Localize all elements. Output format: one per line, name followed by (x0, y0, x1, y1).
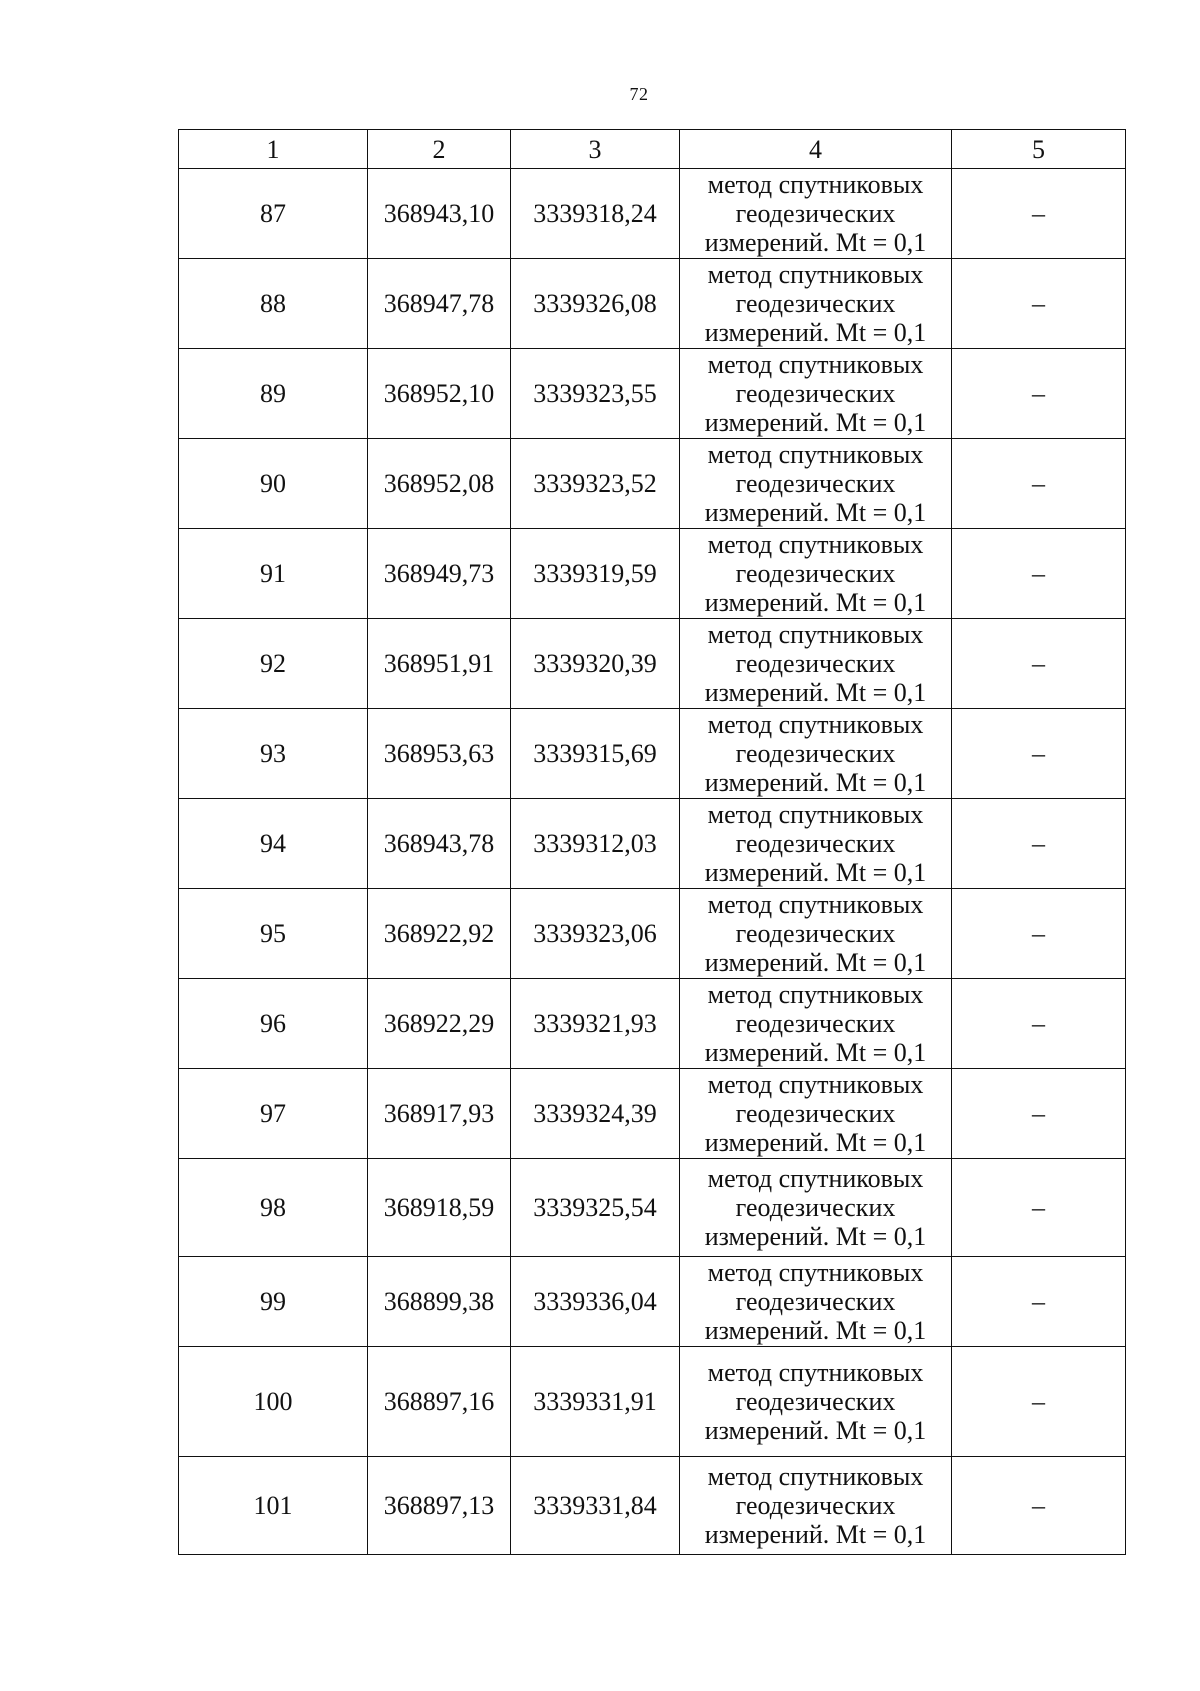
method-text: метод спутниковых геодезических измерений. Mt = 0,1 (704, 890, 927, 977)
point-number: 91 (179, 529, 368, 619)
point-number: 95 (179, 889, 368, 979)
note-cell: – (952, 259, 1126, 349)
x-coordinate: 368953,63 (368, 709, 511, 799)
method-text: метод спутниковых геодезических измерений. Mt = 0,1 (704, 1258, 927, 1345)
y-coordinate: 3339312,03 (511, 799, 680, 889)
method-text: метод спутниковых геодезических измерений. Mt = 0,1 (704, 350, 927, 437)
table-row (179, 1159, 1126, 1257)
x-coordinate: 368899,38 (368, 1257, 511, 1347)
y-coordinate: 3339331,91 (511, 1347, 680, 1457)
table-row (179, 1257, 1126, 1347)
measurement-method (680, 1457, 952, 1555)
x-coordinate: 368917,93 (368, 1069, 511, 1159)
measurement-method (680, 1347, 952, 1457)
point-number: 98 (179, 1159, 368, 1257)
table-row (179, 439, 1126, 529)
measurement-method (680, 1069, 952, 1159)
table-row (179, 259, 1126, 349)
method-text: метод спутниковых геодезических измерений. Mt = 0,1 (704, 1358, 927, 1445)
x-coordinate: 368922,92 (368, 889, 511, 979)
method-text: метод спутниковых геодезических измерений. Mt = 0,1 (704, 710, 927, 797)
table-row (179, 529, 1126, 619)
measurement-method (680, 799, 952, 889)
measurement-method (680, 1257, 952, 1347)
point-number: 101 (179, 1457, 368, 1555)
note-cell: – (952, 169, 1126, 259)
x-coordinate: 368951,91 (368, 619, 511, 709)
x-coordinate: 368922,29 (368, 979, 511, 1069)
y-coordinate: 3339336,04 (511, 1257, 680, 1347)
note-cell: – (952, 529, 1126, 619)
header-cell-4: 4 (680, 130, 952, 169)
table-row (179, 1347, 1126, 1457)
table-header-row (179, 130, 1126, 169)
table-row (179, 889, 1126, 979)
note-cell: – (952, 1159, 1126, 1257)
note-cell: – (952, 1347, 1126, 1457)
x-coordinate: 368949,73 (368, 529, 511, 619)
measurement-method (680, 169, 952, 259)
measurement-method (680, 439, 952, 529)
y-coordinate: 3339325,54 (511, 1159, 680, 1257)
note-cell: – (952, 1457, 1126, 1555)
y-coordinate: 3339326,08 (511, 259, 680, 349)
point-number: 94 (179, 799, 368, 889)
x-coordinate: 368952,10 (368, 349, 511, 439)
method-text: метод спутниковых геодезических измерений. Mt = 0,1 (704, 620, 927, 707)
page-number: 72 (629, 84, 649, 104)
x-coordinate: 368943,10 (368, 169, 511, 259)
note-cell: – (952, 1069, 1126, 1159)
y-coordinate: 3339320,39 (511, 619, 680, 709)
method-text: метод спутниковых геодезических измерений. Mt = 0,1 (704, 1164, 927, 1251)
y-coordinate: 3339318,24 (511, 169, 680, 259)
y-coordinate: 3339331,84 (511, 1457, 680, 1555)
point-number: 99 (179, 1257, 368, 1347)
x-coordinate: 368952,08 (368, 439, 511, 529)
x-coordinate: 368897,16 (368, 1347, 511, 1457)
x-coordinate: 368918,59 (368, 1159, 511, 1257)
method-text: метод спутниковых геодезических измерений. Mt = 0,1 (704, 170, 927, 257)
table-row (179, 1457, 1126, 1555)
method-text: метод спутниковых геодезических измерений. Mt = 0,1 (704, 530, 927, 617)
note-cell: – (952, 349, 1126, 439)
note-cell: – (952, 709, 1126, 799)
measurement-method (680, 259, 952, 349)
y-coordinate: 3339323,55 (511, 349, 680, 439)
y-coordinate: 3339324,39 (511, 1069, 680, 1159)
y-coordinate: 3339315,69 (511, 709, 680, 799)
table-row (179, 799, 1126, 889)
point-number: 90 (179, 439, 368, 529)
x-coordinate: 368943,78 (368, 799, 511, 889)
method-text: метод спутниковых геодезических измерений. Mt = 0,1 (704, 1070, 927, 1157)
measurement-method (680, 1159, 952, 1257)
point-number: 89 (179, 349, 368, 439)
note-cell: – (952, 889, 1126, 979)
measurement-method (680, 529, 952, 619)
measurement-method (680, 889, 952, 979)
note-cell: – (952, 979, 1126, 1069)
point-number: 96 (179, 979, 368, 1069)
x-coordinate: 368897,13 (368, 1457, 511, 1555)
point-number: 93 (179, 709, 368, 799)
measurement-method (680, 979, 952, 1069)
header-cell-1: 1 (179, 130, 368, 169)
point-number: 87 (179, 169, 368, 259)
table-row (179, 349, 1126, 439)
header-cell-2: 2 (368, 130, 511, 169)
measurement-method (680, 349, 952, 439)
table-row (179, 709, 1126, 799)
header-cell-5: 5 (952, 130, 1126, 169)
table-row (179, 169, 1126, 259)
table-row (179, 1069, 1126, 1159)
coordinates-table (178, 129, 1126, 1555)
method-text: метод спутниковых геодезических измерений. Mt = 0,1 (704, 260, 927, 347)
point-number: 88 (179, 259, 368, 349)
measurement-method (680, 619, 952, 709)
header-cell-3: 3 (511, 130, 680, 169)
table-row (179, 619, 1126, 709)
method-text: метод спутниковых геодезических измерений. Mt = 0,1 (704, 1462, 927, 1549)
note-cell: – (952, 619, 1126, 709)
y-coordinate: 3339323,52 (511, 439, 680, 529)
y-coordinate: 3339321,93 (511, 979, 680, 1069)
measurement-method (680, 709, 952, 799)
method-text: метод спутниковых геодезических измерений. Mt = 0,1 (704, 980, 927, 1067)
table-row (179, 979, 1126, 1069)
method-text: метод спутниковых геодезических измерений. Mt = 0,1 (704, 440, 927, 527)
point-number: 97 (179, 1069, 368, 1159)
y-coordinate: 3339323,06 (511, 889, 680, 979)
x-coordinate: 368947,78 (368, 259, 511, 349)
note-cell: – (952, 439, 1126, 529)
point-number: 92 (179, 619, 368, 709)
point-number: 100 (179, 1347, 368, 1457)
note-cell: – (952, 799, 1126, 889)
note-cell: – (952, 1257, 1126, 1347)
method-text: метод спутниковых геодезических измерений. Mt = 0,1 (704, 800, 927, 887)
y-coordinate: 3339319,59 (511, 529, 680, 619)
